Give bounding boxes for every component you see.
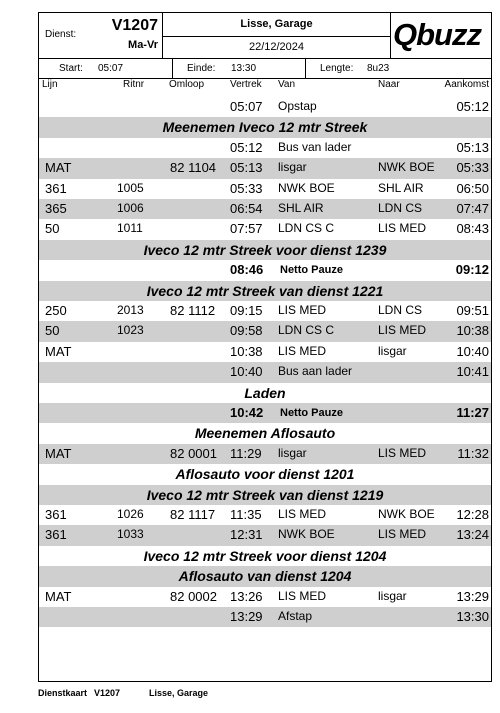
trip-row (39, 525, 491, 545)
section-title: Iveco 12 mtr Streek van dienst 1221 (146, 282, 384, 299)
column-headers (39, 79, 491, 93)
section-header (39, 423, 491, 443)
cell-lijn: MAT (45, 588, 72, 604)
section-title: Iveco 12 mtr Streek voor dienst 1239 (143, 241, 387, 258)
pause-row (39, 403, 491, 423)
cell-naar: NWK BOE (378, 160, 435, 175)
cell-naar: LIS MED (378, 445, 427, 460)
section-title: Iveco 12 mtr Streek voor dienst 1204 (143, 547, 387, 564)
lengte-label: Lengte: (320, 63, 354, 74)
cell-vertrek: 07:57 (230, 221, 263, 237)
cell-omloop: 82 1112 (170, 303, 216, 318)
cell-van: NWK BOE (278, 527, 335, 542)
cell-vertrek: 05:13 (230, 160, 263, 176)
trip-row (39, 607, 491, 627)
pause-row (39, 260, 491, 280)
cell-naar: lisgar (378, 588, 407, 603)
cell-ritnr: 1023 (117, 323, 144, 338)
cell-van: LDN CS C (278, 323, 335, 338)
trip-row (39, 587, 491, 607)
start-label: Start: (59, 63, 83, 74)
dienst-days: Ma-Vr (128, 39, 158, 51)
cell-naar: LIS MED (378, 527, 427, 542)
cell-aankomst: 05:13 (456, 139, 489, 155)
cell-ritnr: 1011 (117, 221, 143, 236)
cell-naar: LDN CS (378, 303, 423, 317)
section-header (39, 485, 491, 505)
cell-aankomst: 05:12 (456, 99, 489, 114)
cell-van: SHL AIR (278, 201, 324, 215)
cell-ritnr: 1006 (117, 201, 144, 215)
col-vertrek: Vertrek (230, 79, 262, 90)
col-aankomst: Aankomst (444, 79, 489, 90)
cell-van: lisgar (278, 445, 307, 460)
trip-row (39, 179, 491, 199)
trip-row (39, 444, 491, 464)
section-header (39, 240, 491, 260)
cell-van: LIS MED (278, 507, 327, 521)
cell-lijn: MAT (45, 445, 72, 461)
cell-van: Bus aan lader (278, 364, 353, 379)
cell-aankomst: 07:47 (456, 201, 489, 216)
qbuzz-logo: Qbuzz (393, 17, 481, 52)
cell-van: LIS MED (278, 303, 327, 317)
logo-block (391, 13, 491, 58)
cell-vertrek: 12:31 (230, 527, 263, 543)
cell-vertrek: 05:33 (230, 180, 263, 196)
section-title: Iveco 12 mtr Streek van dienst 1219 (146, 486, 384, 503)
section-header (39, 464, 491, 484)
section-title: Meenemen Iveco 12 mtr Streek (162, 119, 368, 136)
trip-row (39, 342, 491, 362)
cell-aankomst: 11:32 (457, 445, 489, 461)
cell-naar: SHL AIR (378, 180, 424, 195)
cell-lijn: 50 (45, 221, 60, 237)
cell-vertrek: 09:15 (230, 303, 263, 318)
pause-vertrek: 08:46 (230, 262, 264, 278)
dienst-block (39, 13, 163, 58)
cell-aankomst: 10:40 (456, 343, 489, 359)
col-van: Van (278, 79, 296, 90)
section-title: Laden (244, 384, 286, 401)
trip-row (39, 199, 491, 219)
cell-van: LIS MED (278, 343, 327, 358)
cell-aankomst: 09:51 (456, 303, 489, 318)
cell-vertrek: 10:40 (230, 364, 263, 380)
cell-aankomst: 13:24 (456, 527, 489, 543)
col-omloop: Omloop (169, 79, 205, 90)
cell-van: LIS MED (278, 588, 327, 603)
cell-ritnr: 1005 (117, 180, 144, 195)
cell-lijn: 250 (45, 303, 67, 318)
cell-omloop: 82 0002 (170, 588, 217, 604)
einde-label: Einde: (187, 63, 216, 74)
trip-row (39, 158, 491, 178)
col-lijn: Lijn (42, 79, 58, 90)
footer-dienst: V1207 (94, 688, 121, 698)
einde-value: 13:30 (231, 63, 257, 74)
section-header (39, 546, 491, 566)
trip-row (39, 321, 491, 341)
section-header (39, 117, 491, 137)
section-title: Meenemen Aflosauto (194, 425, 336, 442)
footer-label: Dienstkaart (38, 688, 88, 698)
cell-van: Opstap (278, 99, 317, 113)
pause-label: Netto Pauze (280, 407, 343, 419)
trip-row (39, 362, 491, 382)
pause-label: Netto Pauze (280, 264, 343, 277)
cell-vertrek: 13:26 (230, 588, 263, 604)
cell-omloop: 82 1117 (170, 507, 216, 522)
einde-block (173, 59, 306, 78)
trip-row (39, 219, 491, 239)
cell-aankomst: 12:28 (456, 507, 489, 522)
cell-aankomst: 08:43 (456, 221, 489, 237)
trip-row (39, 97, 491, 117)
cell-aankomst: 13:30 (456, 609, 489, 624)
dienst-label: Dienst: (45, 29, 77, 40)
pause-vertrek: 10:42 (230, 405, 264, 420)
cell-vertrek: 11:35 (230, 507, 262, 522)
date: 22/12/2024 (248, 41, 305, 53)
cell-van: LDN CS C (278, 221, 335, 236)
cell-lijn: 361 (45, 180, 67, 196)
lengte-value: 8u23 (367, 63, 390, 74)
cell-omloop: 82 0001 (170, 445, 217, 461)
dienstkaart-card (38, 12, 492, 682)
section-title: Aflosauto van dienst 1204 (178, 568, 352, 585)
cell-van: Afstap (278, 609, 313, 623)
cell-naar: LDN CS (378, 201, 423, 215)
cell-vertrek: 10:38 (230, 343, 263, 359)
section-header (39, 566, 491, 586)
cell-naar: NWK BOE (378, 507, 435, 521)
trip-row (39, 301, 491, 321)
header-times (39, 59, 491, 79)
cell-lijn: MAT (45, 343, 72, 359)
cell-aankomst: 06:50 (456, 180, 489, 196)
section-title: Aflosauto voor dienst 1201 (175, 466, 355, 483)
cell-vertrek: 13:29 (230, 609, 263, 624)
lengte-block (306, 59, 491, 78)
location: Lisse, Garage (163, 13, 390, 37)
cell-vertrek: 06:54 (230, 201, 263, 216)
header-top (39, 13, 491, 59)
pause-aankomst: 11:27 (456, 405, 489, 420)
section-header (39, 281, 491, 301)
cell-vertrek: 11:29 (230, 445, 262, 461)
cell-vertrek: 09:58 (230, 323, 263, 339)
cell-ritnr: 1026 (117, 507, 144, 521)
location-date-block (163, 13, 391, 58)
cell-vertrek: 05:12 (230, 139, 263, 155)
cell-naar: LIS MED (378, 221, 427, 236)
col-ritnr: Ritnr (123, 79, 145, 90)
cell-lijn: 361 (45, 507, 67, 522)
cell-aankomst: 13:29 (456, 588, 489, 604)
cell-omloop: 82 1104 (170, 160, 217, 176)
cell-naar: lisgar (378, 343, 407, 358)
trip-row (39, 505, 491, 525)
cell-aankomst: 10:41 (456, 364, 489, 380)
footer-location: Lisse, Garage (149, 688, 209, 698)
cell-van: lisgar (278, 160, 307, 175)
cell-lijn: 365 (45, 201, 67, 216)
cell-van: Bus van lader (278, 139, 352, 154)
pause-aankomst: 09:12 (455, 262, 489, 278)
cell-ritnr: 2013 (117, 303, 144, 317)
section-header (39, 383, 491, 403)
start-value: 05:07 (98, 63, 124, 74)
cell-ritnr: 1033 (117, 527, 144, 542)
col-naar: Naar (378, 79, 400, 90)
cell-aankomst: 05:33 (456, 160, 489, 176)
dienst-number: V1207 (111, 17, 158, 34)
cell-vertrek: 05:07 (230, 99, 263, 114)
cell-lijn: 50 (45, 323, 60, 339)
start-block (39, 59, 173, 78)
cell-lijn: MAT (45, 160, 72, 176)
cell-van: NWK BOE (278, 180, 335, 195)
cell-lijn: 361 (45, 527, 67, 543)
cell-aankomst: 10:38 (456, 323, 489, 339)
cell-naar: LIS MED (378, 323, 427, 338)
trip-row (39, 138, 491, 158)
